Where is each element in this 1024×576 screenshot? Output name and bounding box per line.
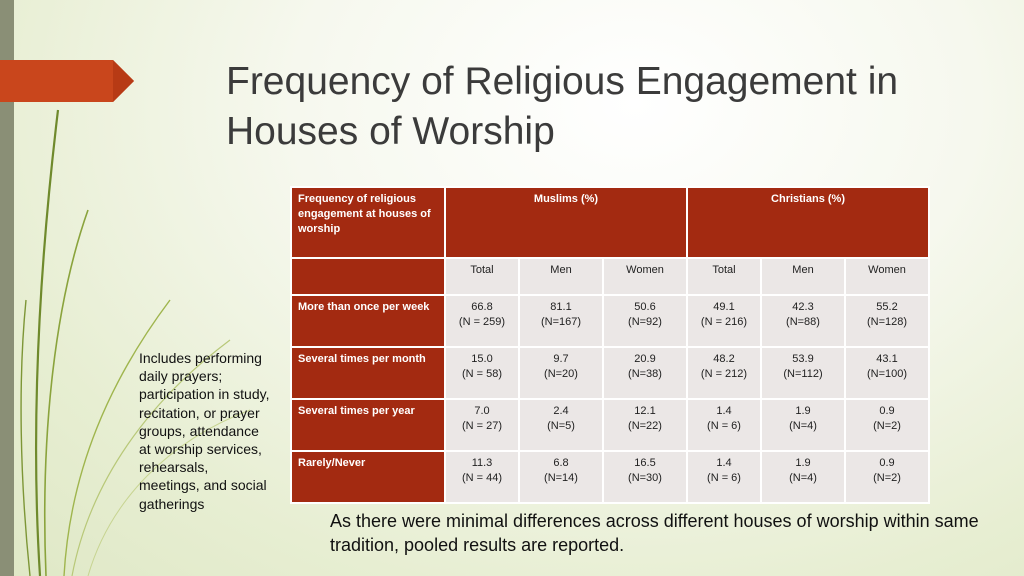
table-cell: [845, 451, 929, 503]
subheader-cell: Women: [603, 258, 687, 295]
cell-count: (N = 27): [461, 420, 503, 432]
cell-percent: 1.4: [716, 457, 732, 469]
cell-count: (N=2): [873, 420, 901, 432]
subheader-cell: Women: [845, 258, 929, 295]
cell-percent: 55.2: [876, 301, 898, 313]
group-header-muslims: Muslims (%): [445, 187, 687, 258]
cell-count: (N=112): [783, 368, 823, 380]
cell-percent: 11.3: [471, 457, 493, 469]
subheader-empty-cell: [291, 258, 445, 295]
cell-percent: 1.4: [716, 405, 732, 417]
cell-count: (N=38): [628, 368, 662, 380]
cell-percent: 1.9: [795, 457, 811, 469]
table-cell: [445, 399, 519, 451]
cell-percent: 9.7: [553, 353, 569, 365]
cell-count: (N=2): [873, 472, 901, 484]
cell-percent: 6.8: [553, 457, 569, 469]
row-label: More than once per week: [291, 295, 445, 347]
cell-percent: 15.0: [471, 353, 493, 365]
cell-percent: 42.3: [792, 301, 814, 313]
cell-percent: 16.5: [634, 457, 656, 469]
cell-count: (N=4): [789, 472, 817, 484]
table-cell: [519, 399, 603, 451]
table-cell: [603, 451, 687, 503]
cell-count: (N = 259): [458, 316, 506, 328]
cell-count: (N=100): [866, 368, 908, 380]
cell-count: (N = 212): [700, 368, 748, 380]
cell-percent: 53.9: [792, 353, 814, 365]
cell-percent: 12.1: [634, 405, 656, 417]
table-corner-header: Frequency of religious engagement at houses of worship: [291, 187, 445, 258]
left-accent-bar: [0, 0, 14, 576]
subheader-cell: Total: [687, 258, 761, 295]
cell-count: (N=14): [544, 472, 578, 484]
cell-count: (N=22): [628, 420, 662, 432]
cell-percent: 43.1: [876, 353, 898, 365]
table-body: [291, 295, 929, 503]
cell-percent: 0.9: [879, 457, 895, 469]
cell-count: (N = 44): [461, 472, 503, 484]
side-note: Includes performing daily prayers; participation in study, recitation, or prayer groups, attendance at worship services, rehearsals, meetings, and social gatherings: [139, 350, 270, 512]
table-cell: [687, 295, 761, 347]
table-cell: [845, 347, 929, 399]
cell-percent: 7.0: [474, 405, 490, 417]
cell-count: (N=20): [544, 368, 578, 380]
table-row: [291, 451, 929, 503]
table-cell: [445, 295, 519, 347]
table-cell: [761, 347, 845, 399]
table-cell: [603, 295, 687, 347]
cell-count: (N = 58): [461, 368, 503, 380]
cell-percent: 50.6: [634, 301, 656, 313]
cell-count: (N = 6): [707, 420, 741, 432]
cell-percent: 81.1: [550, 301, 572, 313]
cell-percent: 48.2: [713, 353, 735, 365]
table-cell: [519, 295, 603, 347]
table-row: [291, 295, 929, 347]
table-cell: [845, 399, 929, 451]
table-cell: [445, 347, 519, 399]
slide-title: Frequency of Religious Engagement in Houses of Worship: [226, 60, 899, 153]
table-subheader-row: [291, 258, 929, 295]
cell-count: (N = 216): [700, 316, 748, 328]
cell-percent: 20.9: [634, 353, 656, 365]
table-cell: [519, 347, 603, 399]
cell-count: (N=88): [786, 316, 820, 328]
table-cell: [761, 451, 845, 503]
row-label: Several times per month: [291, 347, 445, 399]
cell-count: (N=128): [866, 316, 908, 328]
subheader-cell: Men: [519, 258, 603, 295]
table-cell: [603, 347, 687, 399]
table-header-row: [291, 187, 929, 258]
cell-count: (N=167): [540, 316, 582, 328]
cell-count: (N=5): [547, 420, 575, 432]
table-cell: [519, 451, 603, 503]
footer-note: As there were minimal differences across different houses of worship within same tradition, pooled results are reported.: [330, 511, 979, 555]
cell-percent: 2.4: [553, 405, 569, 417]
row-label: Several times per year: [291, 399, 445, 451]
table-cell: [687, 399, 761, 451]
table-cell: [603, 399, 687, 451]
cell-count: (N=30): [628, 472, 662, 484]
subheader-cell: Total: [445, 258, 519, 295]
cell-percent: 49.1: [713, 301, 735, 313]
table-cell: [687, 347, 761, 399]
subheader-cell: Men: [761, 258, 845, 295]
row-label: Rarely/Never: [291, 451, 445, 503]
table-cell: [445, 451, 519, 503]
cell-percent: 0.9: [879, 405, 895, 417]
table-cell: [687, 451, 761, 503]
table-cell: [761, 295, 845, 347]
table-row: [291, 347, 929, 399]
cell-count: (N=92): [628, 316, 662, 328]
table-row: [291, 399, 929, 451]
cell-percent: 66.8: [471, 301, 493, 313]
table-cell: [845, 295, 929, 347]
engagement-table: [290, 186, 930, 504]
table-cell: [761, 399, 845, 451]
cell-count: (N = 6): [707, 472, 741, 484]
cell-count: (N=4): [789, 420, 817, 432]
cell-percent: 1.9: [795, 405, 811, 417]
group-header-christians: Christians (%): [687, 187, 929, 258]
